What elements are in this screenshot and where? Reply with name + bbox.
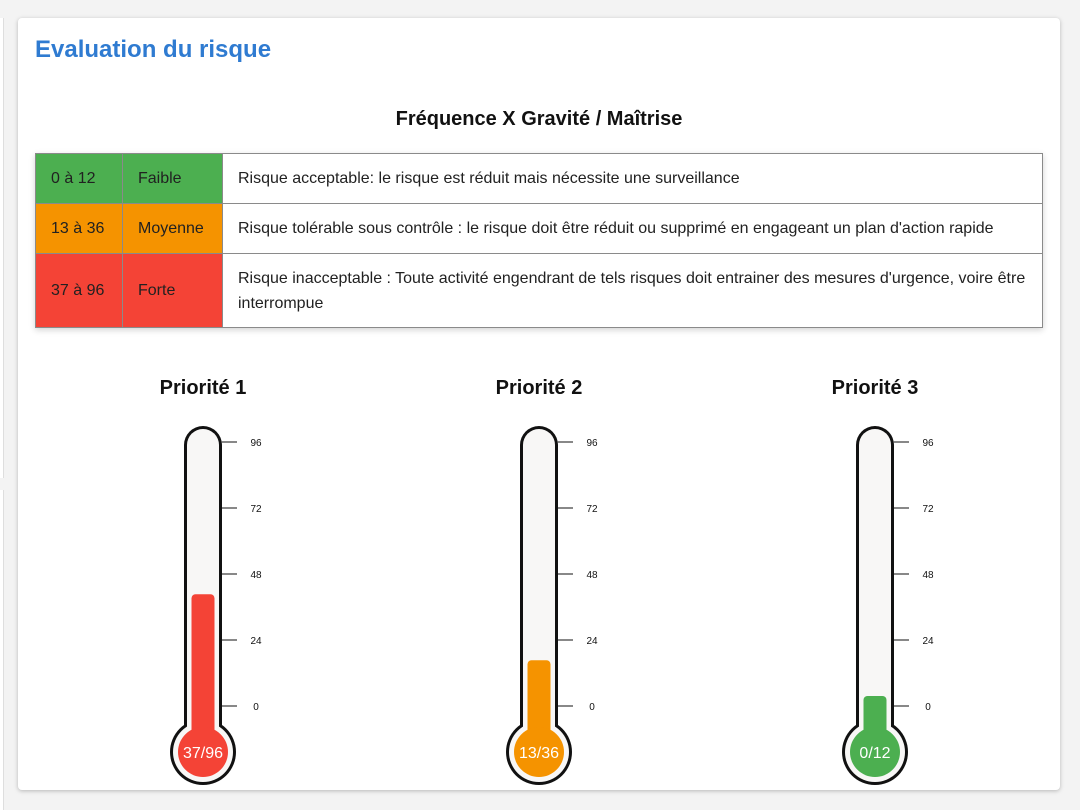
range-cell: 13 à 36 bbox=[36, 204, 123, 254]
gauge-value-label: 37/96 bbox=[182, 745, 224, 762]
gauge-priority-3 bbox=[790, 373, 990, 783]
table-row bbox=[36, 254, 1043, 328]
tick-label: 48 bbox=[586, 570, 598, 581]
tick-label: 48 bbox=[250, 570, 262, 581]
thermometer-chart bbox=[454, 409, 654, 784]
tick-label: 24 bbox=[586, 636, 598, 647]
gauge-priority-2 bbox=[454, 373, 654, 783]
risk-evaluation-card bbox=[18, 18, 1060, 790]
tick-label: 0 bbox=[925, 702, 931, 713]
gauge-value-label: 0/12 bbox=[859, 745, 891, 762]
tick-label: 96 bbox=[250, 438, 262, 449]
tick-label: 72 bbox=[922, 504, 934, 515]
tick-label: 72 bbox=[586, 504, 598, 515]
page-title: Evaluation du risque bbox=[35, 36, 272, 63]
level-cell: Faible bbox=[123, 154, 223, 204]
gauge-title: Priorité 3 bbox=[831, 377, 919, 399]
risk-legend-table bbox=[35, 153, 1043, 328]
description-cell: Risque inacceptable : Toute activité engendrant de tels risques doit entrainer des mesures d'urgence, voire être interrompue bbox=[223, 254, 1043, 328]
section-title: Fréquence X Gravité / Maîtrise bbox=[395, 108, 683, 130]
range-cell: 0 à 12 bbox=[36, 154, 123, 204]
tick-label: 24 bbox=[922, 636, 934, 647]
table-row bbox=[36, 154, 1043, 204]
tick-label: 0 bbox=[589, 702, 595, 713]
description-cell: Risque acceptable: le risque est réduit mais nécessite une surveillance bbox=[223, 154, 1043, 204]
description-cell: Risque tolérable sous contrôle : le risque doit être réduit ou supprimé en engageant un plan d'action rapide bbox=[223, 204, 1043, 254]
gauge-title: Priorité 1 bbox=[159, 377, 247, 399]
gauges-row bbox=[18, 373, 1060, 783]
range-cell: 37 à 96 bbox=[36, 254, 123, 328]
tick-label: 24 bbox=[250, 636, 262, 647]
gauge-value-label: 13/36 bbox=[518, 745, 560, 762]
gauge-title: Priorité 2 bbox=[495, 377, 583, 399]
tick-label: 72 bbox=[250, 504, 262, 515]
tick-label: 48 bbox=[922, 570, 934, 581]
tick-label: 96 bbox=[922, 438, 934, 449]
thermometer-chart bbox=[790, 409, 990, 784]
left-panel-edge bbox=[0, 18, 4, 478]
tick-label: 0 bbox=[253, 702, 259, 713]
left-panel-edge-lower bbox=[0, 490, 4, 810]
thermometer-chart bbox=[118, 409, 318, 784]
level-cell: Forte bbox=[123, 254, 223, 328]
tick-label: 96 bbox=[586, 438, 598, 449]
table-row bbox=[36, 204, 1043, 254]
gauge-priority-1 bbox=[118, 373, 318, 783]
level-cell: Moyenne bbox=[123, 204, 223, 254]
